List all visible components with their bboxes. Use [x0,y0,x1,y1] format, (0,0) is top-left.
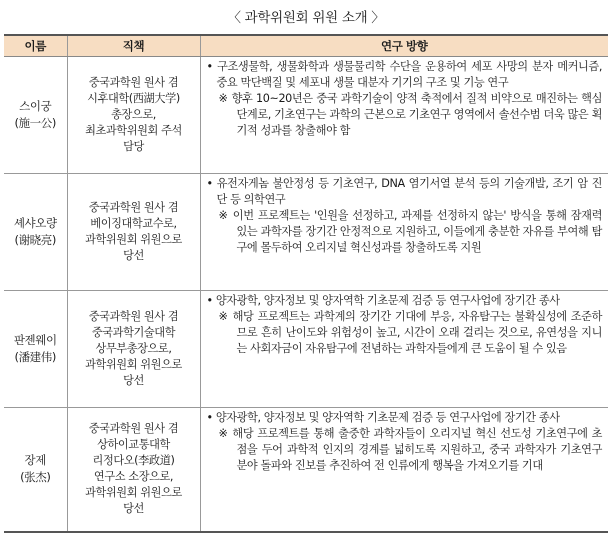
position-line: 과학위원회 위원으로 [85,233,182,246]
member-name-cell [4,57,67,174]
research-note: ※ 이번 프로젝트는 '인원을 선정하고, 과제를 선정하지 않는' 방식을 통해 잠재력 있는 과학자를 장기간 안정적으로 지원하고, 이들에게 충분한 자유를 부여해 탐구에 몰두하여 오리지널 혁신성과를 창출하도록 지원 [218,209,602,254]
member-name-hanja: (张杰) [20,470,51,485]
research-bullet: • 양자광학, 양자정보 및 양자역학 기초문제 검증 등 연구사업에 장기간 종사 [206,411,560,424]
position-line: 과학위원회 위원으로 [85,358,182,371]
position-line: 연구소 소장으로, [93,470,174,484]
header-name: 이름 [4,35,67,57]
position-line: 당선 [123,502,144,516]
table-row [4,408,608,532]
member-name-hanja: (潘建伟) [14,350,56,364]
position-line: 상하이교통대학 [97,438,170,452]
member-name-hanja: (施一公) [14,116,56,130]
research-bullet: • 양자광학, 양자정보 및 양자역학 기초문제 검증 등 연구사업에 장기간 종사 [206,294,560,307]
position-line: 과학위원회 위원으로 [85,486,182,500]
position-line: 당선 [123,374,144,387]
member-name: 스이궁 [19,99,52,113]
research-direction-cell [200,174,608,291]
member-name-hanja: (谢晓亮) [14,233,56,247]
position-line: 중국과학원 원사 겸 [88,422,179,436]
member-position-cell [67,408,200,532]
position-line: 베이징대학교수로, [90,217,177,230]
research-direction-cell [200,291,608,408]
member-position-cell [67,57,200,174]
table-row [4,174,608,291]
research-bullet: • 구조생물학, 생물화학과 생물물리학 수단을 운용하여 세포 사망의 분자 메커니즘, 중요 막단백질 및 세포내 생물 대분자 기기의 구조 및 기능 연구 [206,60,602,89]
member-name-cell [4,408,67,532]
member-name-cell [4,174,67,291]
member-position-cell [67,174,200,291]
table-header-row [4,35,608,57]
position-line: 총장으로, [111,108,156,121]
research-direction-cell [200,57,608,174]
position-line: 중국과학원 원사 겸 [88,76,179,89]
member-name: 셰샤오량 [13,216,57,230]
research-note: ※ 해당 프로젝트는 과학계의 장기간 기대에 부응, 자유탐구는 불확실성에 조준하므로 흔히 난이도와 위험성이 높고, 시간이 오래 걸리는 것으로, 유연성을 지니는 사회자금이 자유탐구에 전념하는 과학자들에게 큰 도움이 될 수 있음 [218,310,602,355]
position-line: 최초과학위원회 주석 [85,124,182,137]
member-name-cell [4,291,67,408]
position-line: 중국과학원 원사 겸 [88,201,179,214]
header-direction: 연구 방향 [200,35,608,57]
table-row [4,57,608,174]
position-line: 중국과학기술대학 [91,326,176,339]
position-line: 시후대학(西湖大学) [87,92,180,105]
position-line: 상무부총장으로, [95,342,172,355]
member-position-cell [67,291,200,408]
header-position: 직책 [67,35,200,57]
table-row [4,291,608,408]
member-name: 판젠웨이 [13,333,57,347]
research-note: ※ 향후 10~20년은 중국 과학기술이 양적 축적에서 질적 비약으로 매진하는 핵심단계로, 기초연구는 과학의 근본으로 기초연구 영역에서 솔선수범 더욱 많은 획기적 성과를 창출해야 함 [218,92,602,137]
member-name: 장제 [24,453,46,468]
research-note: ※ 해당 프로젝트를 통해 출중한 과학자들이 오리지널 혁신 선도성 기초연구에 초점을 두어 과학적 인지의 경계를 넓히도록 지원하고, 중국 과학자가 기초연구 분야 돌파와 진보를 추진하여 전 인류에게 행복을 가져오기를 기대 [218,427,602,472]
research-direction-cell [200,408,608,532]
position-line: 리정다오(李政道) [92,454,175,468]
committee-table [4,34,608,533]
research-bullet: • 유전자게놈 불안정성 등 기초연구, DNA 염기서열 분석 등의 기술개발, 조기 암 진단 등 의학연구 [206,177,602,206]
position-line: 중국과학원 원사 겸 [88,310,179,323]
position-line: 담당 [123,140,144,153]
document-title: 〈 과학위원회 위원 소개 〉 [227,10,385,26]
position-line: 당선 [123,249,144,262]
